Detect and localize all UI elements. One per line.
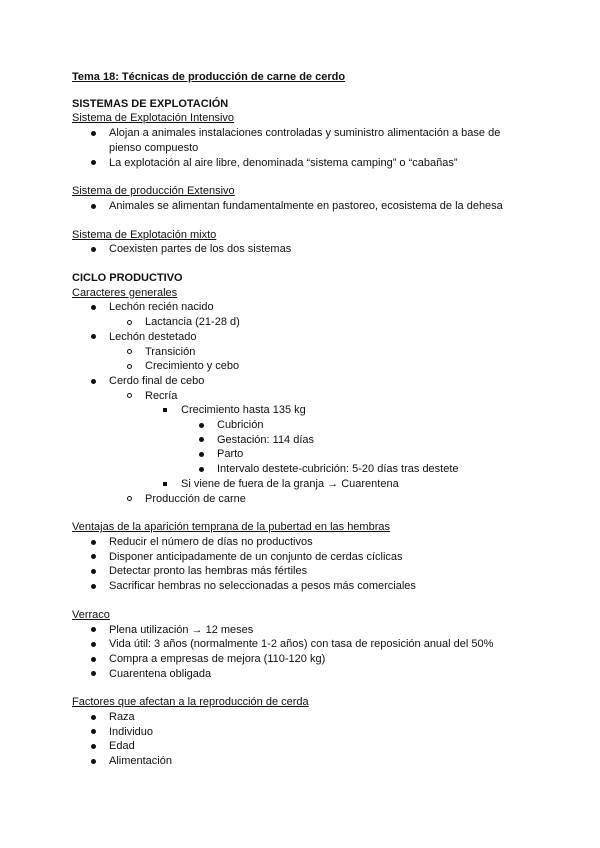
section-factores: [72, 695, 532, 769]
subheading-mixto: Sistema de Explotación mixto: [72, 228, 217, 241]
list-item: Producción de carne: [72, 492, 532, 507]
list-item: Cerdo final de cebo: [72, 374, 532, 389]
bullet-dot-icon: [88, 623, 98, 638]
list-item: Lechón destetado: [72, 330, 532, 345]
bullet-dot-icon: [88, 330, 98, 345]
list-ventajas: [72, 535, 532, 594]
list-factores: [72, 710, 532, 769]
list-item: Transición: [72, 345, 532, 360]
bullet-dot-icon: [88, 637, 98, 652]
bullet-square-icon: [160, 477, 170, 492]
document-page: [72, 70, 532, 783]
bullet-circle-icon: [124, 345, 134, 360]
bullet-circle-icon: [124, 359, 134, 374]
list-item: Reducir el número de días no productivos: [72, 535, 532, 550]
list-item: Gestación: 114 días: [72, 433, 532, 448]
list-item: Vida útil: 3 años (normalmente 1-2 años) con tasa de reposición anual del 50%: [72, 637, 532, 652]
bullet-circle-icon: [124, 389, 134, 404]
bullet-dot-icon: [88, 725, 98, 740]
subheading-extensivo: Sistema de producción Extensivo: [72, 185, 235, 198]
list-item: Detectar pronto las hembras más fértiles: [72, 564, 532, 579]
bullet-circle-icon: [124, 315, 134, 330]
list-item: Lechón recién nacido: [72, 300, 532, 315]
bullet-dot-icon: [88, 579, 98, 594]
list-item: Recría: [72, 389, 532, 404]
list-item: Animales se alimentan fundamentalmente en pastoreo, ecosistema de la dehesa: [72, 199, 532, 214]
bullet-dot-icon: [196, 447, 206, 462]
list-item: Disponer anticipadamente de un conjunto de cerdas cíclicas: [72, 550, 532, 565]
section-ciclo: [72, 271, 532, 506]
list-item: Compra a empresas de mejora (110-120 kg): [72, 652, 532, 667]
list-item: Intervalo destete-cubrición: 5-20 días tras destete: [72, 462, 532, 477]
bullet-dot-icon: [88, 710, 98, 725]
list-item: Plena utilización → 12 meses: [72, 623, 532, 638]
list-intensivo: [72, 126, 532, 170]
section-intensivo: [72, 111, 532, 170]
bullet-dot-icon: [88, 199, 98, 214]
list-item: Si viene de fuera de la granja → Cuarentena: [72, 477, 532, 492]
list-item: Sacrificar hembras no seleccionadas a pesos más comerciales: [72, 579, 532, 594]
bullet-circle-icon: [124, 492, 134, 507]
list-item: Edad: [72, 739, 532, 754]
bullet-dot-icon: [88, 126, 98, 141]
bullet-dot-icon: [88, 564, 98, 579]
subheading-verraco: Verraco: [72, 608, 110, 621]
list-mixto: [72, 242, 532, 257]
bullet-dot-icon: [196, 462, 206, 477]
list-item: Raza: [72, 710, 532, 725]
list-item: Crecimiento hasta 135 kg: [72, 403, 532, 418]
bullet-dot-icon: [88, 374, 98, 389]
bullet-dot-icon: [88, 535, 98, 550]
subheading-factores: Factores que afectan a la reproducción de cerda: [72, 696, 309, 709]
bullet-dot-icon: [88, 754, 98, 769]
section-ventajas: [72, 520, 532, 594]
list-item: Coexisten partes de los dos sistemas: [72, 242, 532, 257]
list-ciclo: [72, 300, 532, 506]
bullet-dot-icon: [88, 156, 98, 171]
list-item: Cuarentena obligada: [72, 667, 532, 682]
list-item: Lactancia (21-28 d): [72, 315, 532, 330]
section-verraco: [72, 608, 532, 682]
list-item: Parto: [72, 447, 532, 462]
bullet-square-icon: [160, 403, 170, 418]
list-item: La explotación al aire libre, denominada “sistema camping” o “cabañas”: [72, 156, 532, 171]
list-verraco: [72, 623, 532, 682]
section-heading-sistemas: SISTEMAS DE EXPLOTACIÓN: [72, 97, 229, 110]
bullet-dot-icon: [88, 242, 98, 257]
subheading-caracteres: Caracteres generales: [72, 286, 178, 299]
bullet-dot-icon: [88, 667, 98, 682]
document-title: Tema 18: Técnicas de producción de carne de cerdo: [72, 71, 346, 83]
bullet-dot-icon: [196, 433, 206, 448]
list-item: Alojan a animales instalaciones controladas y suministro alimentación a base de pienso compuesto: [72, 126, 532, 155]
list-item: Individuo: [72, 725, 532, 740]
subheading-intensivo: Sistema de Explotación Intensivo: [72, 112, 235, 125]
bullet-dot-icon: [88, 652, 98, 667]
bullet-dot-icon: [196, 418, 206, 433]
list-extensivo: [72, 199, 532, 214]
section-heading-ciclo: CICLO PRODUCTIVO: [72, 272, 183, 285]
list-item: Crecimiento y cebo: [72, 359, 532, 374]
bullet-dot-icon: [88, 550, 98, 565]
bullet-dot-icon: [88, 739, 98, 754]
section-mixto: [72, 228, 532, 257]
list-item: Cubrición: [72, 418, 532, 433]
section-extensivo: [72, 184, 532, 213]
subheading-ventajas: Ventajas de la aparición temprana de la pubertad en las hembras: [72, 521, 390, 534]
list-item: Alimentación: [72, 754, 532, 769]
bullet-dot-icon: [88, 300, 98, 315]
